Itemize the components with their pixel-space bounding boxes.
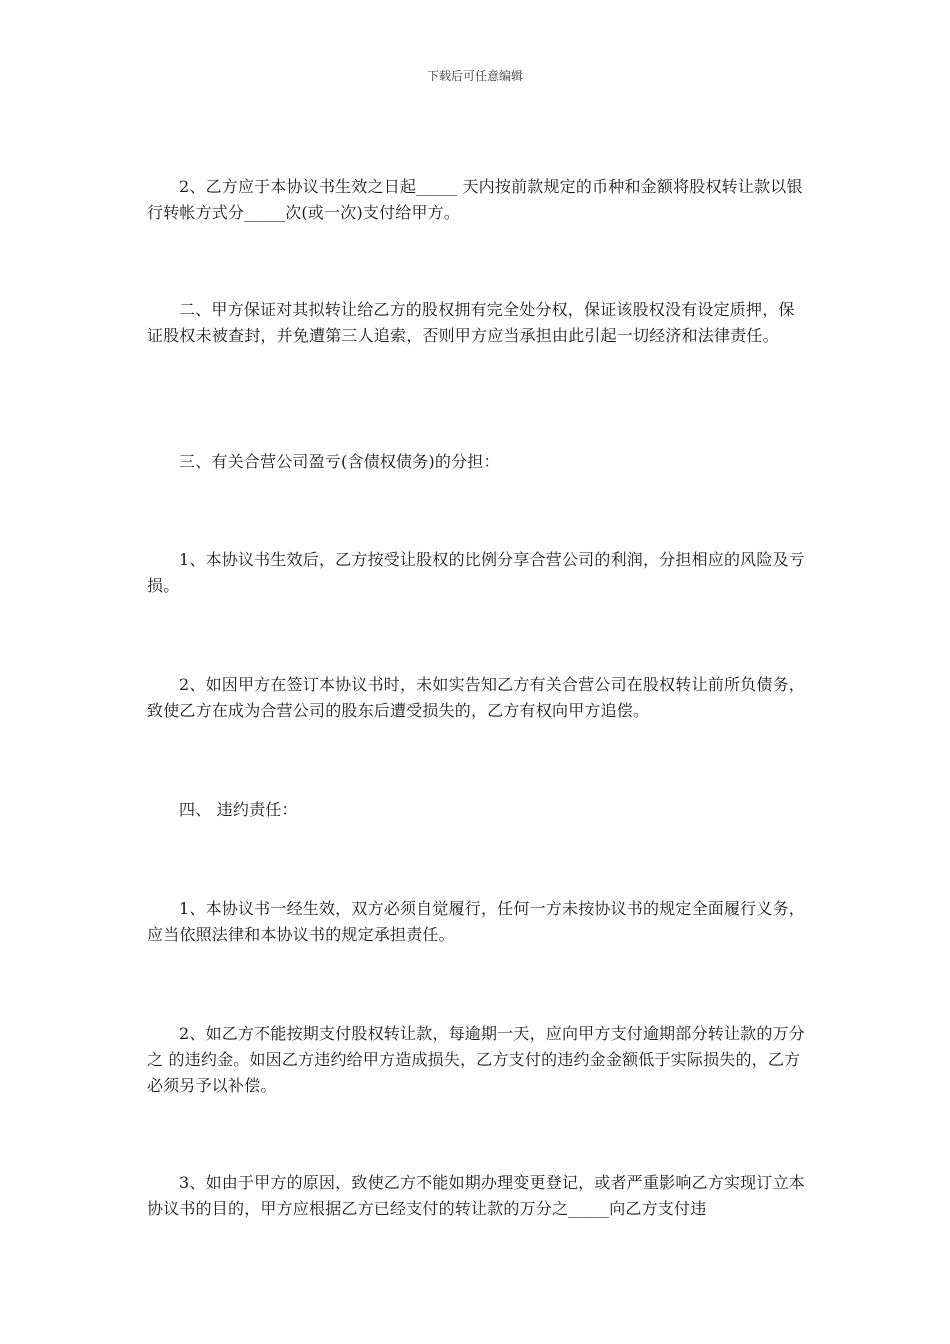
paragraph-section-3-item-2: 2、如因甲方在签订本协议书时，未如实告知乙方有关合营公司在股权转让前所负债务，致使乙方在成为合营公司的股东后遭受损失的，乙方有权向甲方追偿。: [147, 675, 805, 720]
page-header: 下载后可任意编辑: [426, 69, 523, 83]
paragraph-section-4-item-3: 3、如由于甲方的原因，致使乙方不能如期办理变更登记，或者严重影响乙方实现订立本协议书的目的，甲方应根据乙方已经支付的转让款的万分之_____向乙方支付违: [147, 1173, 805, 1218]
paragraph-section-2-guarantee: 二、甲方保证对其拟转让给乙方的股权拥有完全处分权，保证该股权没有设定质押，保证股权未被查封，并免遭第三人追索，否则甲方应当承担由此引起一切经济和法律责任。: [147, 300, 795, 345]
paragraph-payment-terms: 2、乙方应于本协议书生效之日起_____ 天内按前款规定的币种和金额将股权转让款以银行转帐方式分_____次(或一次)支付给甲方。: [147, 177, 803, 222]
paragraph-section-4-item-2: 2、如乙方不能按期支付股权转让款，每逾期一天，应向甲方支付逾期部分转让款的万分之 的违约金。如因乙方违约给甲方造成损失，乙方支付的违约金金额低于实际损失的，乙方必须另予以补偿。: [147, 1024, 805, 1095]
paragraph-section-4-heading: 四、 违约责任：: [179, 800, 298, 819]
paragraph-section-3-heading: 三、有关合营公司盈亏(含债权债务)的分担：: [179, 452, 500, 471]
paragraph-section-3-item-1: 1、本协议书生效后，乙方按受让股权的比例分享合营公司的利润，分担相应的风险及亏损。: [147, 550, 805, 595]
paragraph-section-4-item-1: 1、本协议书一经生效，双方必须自觉履行，任何一方未按协议书的规定全面履行义务，应当依照法律和本协议书的规定承担责任。: [147, 899, 805, 944]
